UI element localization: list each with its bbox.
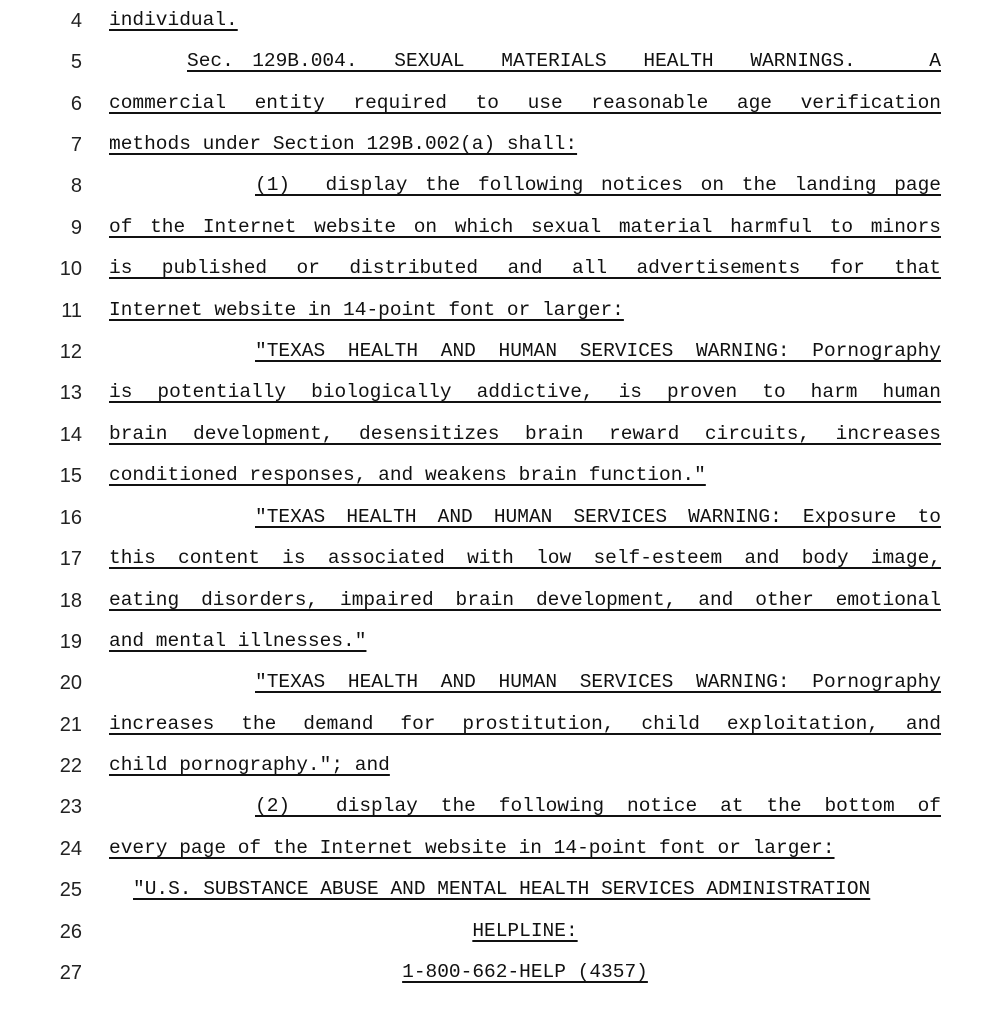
bill-line xyxy=(0,292,1002,333)
bill-line xyxy=(0,788,1002,829)
bill-line xyxy=(0,85,1002,126)
line-number: 10 xyxy=(59,258,82,280)
bill-line xyxy=(0,250,1002,291)
line-number: 15 xyxy=(59,465,82,487)
line-text: (2) display the following notice at the bottom of xyxy=(255,795,941,817)
line-number: 13 xyxy=(59,382,82,404)
line-text: eating disorders, impaired brain development, and other emotional xyxy=(109,589,941,611)
line-number: 8 xyxy=(70,175,82,197)
bill-line xyxy=(0,540,1002,581)
line-number: 5 xyxy=(70,51,82,73)
bill-line xyxy=(0,457,1002,498)
line-number: 25 xyxy=(59,879,82,901)
line-text: of the Internet website on which sexual material harmful to minors xyxy=(109,216,941,238)
line-number: 14 xyxy=(59,424,82,446)
bill-line xyxy=(0,954,1002,995)
bill-line xyxy=(0,582,1002,623)
line-number: 26 xyxy=(59,921,82,943)
bill-line xyxy=(0,706,1002,747)
line-number: 6 xyxy=(70,93,82,115)
line-text: "U.S. SUBSTANCE ABUSE AND MENTAL HEALTH SERVICES ADMINISTRATION xyxy=(133,878,871,900)
bill-line xyxy=(0,913,1002,954)
line-text: HELPLINE: xyxy=(472,920,578,942)
line-number: 11 xyxy=(61,300,82,322)
line-number: 21 xyxy=(59,714,82,736)
line-text: brain development, desensitizes brain reward circuits, increases xyxy=(109,423,941,445)
line-number: 7 xyxy=(70,134,82,156)
line-number: 20 xyxy=(59,672,82,694)
line-text: "TEXAS HEALTH AND HUMAN SERVICES WARNING: Pornography xyxy=(255,340,941,362)
line-text: and mental illnesses." xyxy=(109,630,367,652)
line-text: increases the demand for prostitution, child exploitation, and xyxy=(109,713,941,735)
line-number: 19 xyxy=(59,631,82,653)
line-text: is potentially biologically addictive, is proven to harm human xyxy=(109,381,941,403)
bill-line xyxy=(0,209,1002,250)
line-text: is published or distributed and all advertisements for that xyxy=(109,257,941,279)
line-number: 9 xyxy=(70,217,82,239)
bill-line xyxy=(0,126,1002,167)
line-text: individual. xyxy=(109,9,238,31)
line-text: methods under Section 129B.002(a) shall: xyxy=(109,133,578,155)
line-number: 16 xyxy=(59,507,82,529)
line-number: 22 xyxy=(59,755,82,777)
line-text: "TEXAS HEALTH AND HUMAN SERVICES WARNING: Exposure to xyxy=(255,506,941,528)
line-text: Internet website in 14-point font or larger: xyxy=(109,299,624,321)
bill-line xyxy=(0,747,1002,788)
line-number: 24 xyxy=(59,838,82,860)
line-text: (1) display the following notices on the landing page xyxy=(255,174,941,196)
bill-line xyxy=(0,374,1002,415)
line-number: 12 xyxy=(59,341,82,363)
line-text: child pornography."; and xyxy=(109,754,390,776)
line-number: 4 xyxy=(70,10,82,32)
bill-line xyxy=(0,830,1002,871)
bill-line xyxy=(0,499,1002,540)
bill-line xyxy=(0,871,1002,912)
bill-line xyxy=(0,623,1002,664)
line-text: Sec. 129B.004. SEXUAL MATERIALS HEALTH WARNINGS. A xyxy=(187,50,941,72)
line-text: 1-800-662-HELP (4357) xyxy=(402,961,648,983)
bill-line xyxy=(0,2,1002,43)
bill-line xyxy=(0,167,1002,208)
line-number: 18 xyxy=(59,590,82,612)
bill-line xyxy=(0,416,1002,457)
line-text: this content is associated with low self-esteem and body image, xyxy=(109,547,941,569)
line-text: every page of the Internet website in 14-point font or larger: xyxy=(109,837,835,859)
line-number: 23 xyxy=(59,796,82,818)
line-text: commercial entity required to use reasonable age verification xyxy=(109,92,941,114)
line-text: conditioned responses, and weakens brain function." xyxy=(109,464,706,486)
line-number: 27 xyxy=(59,962,82,984)
bill-line xyxy=(0,664,1002,705)
bill-line xyxy=(0,43,1002,84)
line-text: "TEXAS HEALTH AND HUMAN SERVICES WARNING: Pornography xyxy=(255,671,941,693)
bill-line xyxy=(0,333,1002,374)
line-number: 17 xyxy=(59,548,82,570)
